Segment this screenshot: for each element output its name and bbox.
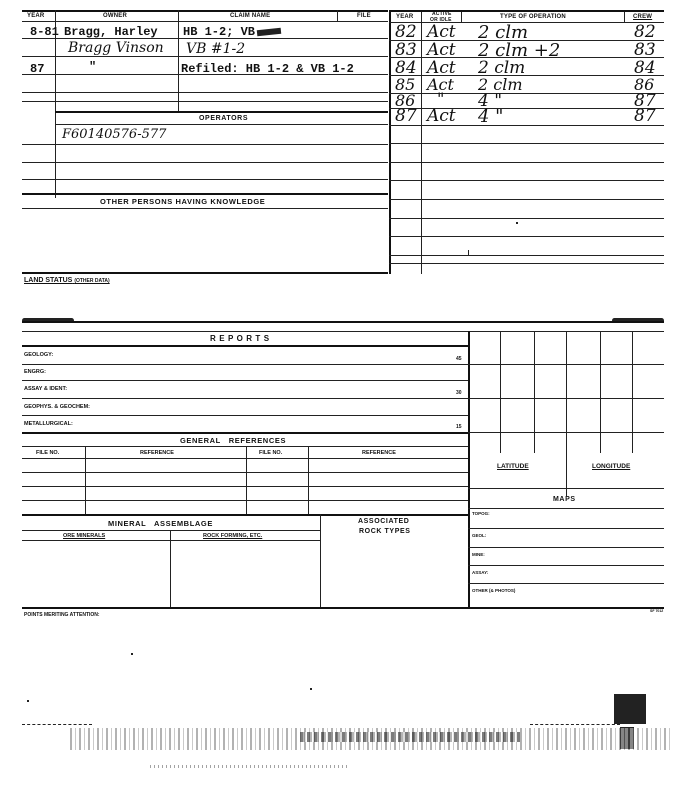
- activity-row-3-status: Act: [427, 58, 456, 78]
- activity-row-4-status: Act: [427, 75, 454, 94]
- claim-row-1-owner: Bragg, Harley: [64, 25, 158, 39]
- activity-row-6-operation: 4 ": [478, 106, 504, 127]
- reports-title: R E P O R T S: [210, 334, 270, 343]
- activity-year-header: YEAR: [396, 14, 414, 20]
- land-status-label: LAND STATUS (OTHER DATA): [24, 277, 110, 284]
- rock-forming-header: ROCK FORMING, ETC.: [203, 533, 263, 539]
- year-header: YEAR: [27, 13, 45, 19]
- crew-header: CREW: [633, 14, 653, 20]
- associated-line-1: ASSOCIATED: [358, 518, 410, 525]
- activity-row-1-status: Act: [427, 22, 456, 42]
- latitude-label: LATITUDE: [497, 463, 529, 470]
- ore-minerals-header: ORE MINERALS: [63, 533, 106, 539]
- active-header-2: OR IDLE: [430, 17, 452, 23]
- activity-row-1-year: 82: [395, 22, 417, 42]
- geology-num: 45: [456, 356, 462, 362]
- operators-title: OPERATORS: [199, 115, 249, 122]
- claim-row-2-claim: VB #1-2: [186, 41, 246, 57]
- metallurgical-label: METALLURGICAL:: [24, 421, 73, 427]
- activity-row-1-crew: 82: [634, 22, 656, 42]
- map-mine: MINE:: [472, 552, 485, 557]
- general-references-title: GENERAL REFERENCES: [180, 436, 287, 445]
- knowledge-title: OTHER PERSONS HAVING KNOWLEDGE: [100, 197, 266, 206]
- operators-entry: F60140576-577: [62, 127, 167, 142]
- geology-label: GEOLOGY:: [24, 352, 54, 358]
- activity-row-5-status: ": [437, 89, 445, 108]
- file-no-header-2: FILE NO.: [259, 450, 283, 456]
- activity-row-3-crew: 84: [634, 58, 656, 78]
- mineral-assemblage-title: MINERAL ASSEMBLAGE: [108, 519, 213, 528]
- activity-row-4-crew: 86: [634, 75, 655, 94]
- activity-row-6-crew: 87: [634, 106, 656, 126]
- activity-row-2-year: 83: [395, 40, 417, 60]
- redaction-mark: [257, 28, 281, 36]
- activity-row-4-year: 85: [395, 75, 416, 94]
- owner-header: OWNER: [103, 13, 127, 19]
- activity-row-6-year: 87: [395, 106, 417, 126]
- file-header: FILE: [357, 13, 371, 19]
- reference-header-1: REFERENCE: [140, 450, 174, 456]
- activity-row-2-status: Act: [427, 40, 456, 60]
- file-no-header-1: FILE NO.: [36, 450, 60, 456]
- activity-row-6-status: Act: [427, 106, 456, 126]
- activity-row-5-year: 86: [395, 91, 416, 110]
- operation-header: TYPE OF OPERATION: [500, 14, 566, 20]
- claim-row-2-owner: Bragg Vinson: [68, 40, 164, 56]
- map-other: OTHER (& PHOTOS): [472, 588, 516, 593]
- assay-label: ASSAY & IDENT:: [24, 386, 68, 392]
- geophys-label: GEOPHYS. & GEOCHEM:: [24, 404, 91, 410]
- longitude-label: LONGITUDE: [592, 463, 631, 470]
- map-assay: ASSAY:: [472, 570, 489, 575]
- activity-row-3-year: 84: [395, 58, 417, 78]
- activity-row-4-operation: 2 clm: [478, 75, 523, 94]
- activity-row-3-operation: 2 clm: [478, 58, 526, 78]
- metallurgical-num: 15: [456, 424, 462, 430]
- active-header-1: ACTIVE: [432, 11, 452, 17]
- claim-row-1-year: 8-81: [30, 25, 59, 39]
- claim-row-3-claim: Refiled: HB 1-2 & VB 1-2: [181, 62, 354, 76]
- assay-num: 30: [456, 390, 462, 396]
- reference-header-2: REFERENCE: [362, 450, 396, 456]
- points-meriting-label: POINTS MERITING ATTENTION:: [24, 612, 100, 618]
- claim-name-header: CLAIM NAME: [230, 13, 271, 19]
- activity-row-1-operation: 2 clm: [478, 22, 529, 43]
- map-geol: GEOL:: [472, 533, 487, 538]
- activity-row-2-crew: 83: [634, 40, 656, 60]
- associated-line-2: ROCK TYPES: [359, 528, 411, 535]
- engrg-label: ENGRG:: [24, 369, 46, 375]
- claim-row-3-year: 87: [30, 62, 45, 76]
- activity-row-2-operation: 2 clm +2: [478, 40, 561, 61]
- claim-row-3-owner: ": [89, 60, 97, 74]
- claim-row-1-claim: HB 1-2; VB: [183, 25, 256, 39]
- form-code: SF 7012: [650, 609, 664, 613]
- scan-black-block: [614, 694, 646, 724]
- maps-title: MAPS: [553, 496, 576, 503]
- activity-row-5-crew: 87: [634, 91, 656, 111]
- map-topog: TOPOG:: [472, 511, 490, 516]
- activity-row-5-operation: 4 ": [478, 91, 503, 111]
